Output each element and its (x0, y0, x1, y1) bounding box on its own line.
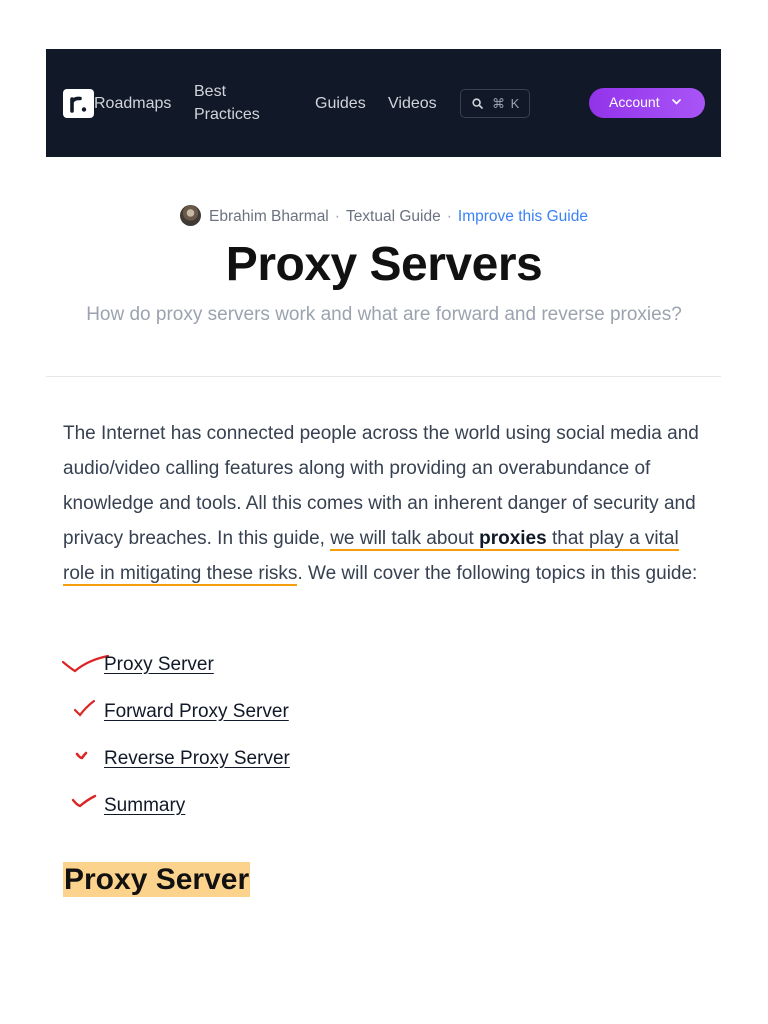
toc-link-summary[interactable]: Summary (104, 795, 186, 816)
intro-paragraph (63, 416, 713, 591)
search-button[interactable] (460, 89, 530, 118)
intro-text: . We will cover the following topics in this guide: (297, 563, 698, 584)
account-label: Account (609, 94, 660, 110)
search-shortcut: ⌘ K (492, 96, 521, 111)
chevron-down-icon (672, 99, 681, 105)
highlighted-text: we will talk about (330, 528, 480, 549)
nav-roadmaps[interactable]: Roadmaps (94, 95, 172, 112)
nav-best-practices[interactable]: Best Practices (194, 83, 260, 123)
improve-guide-link[interactable]: Improve this Guide (457, 208, 588, 225)
nav-guides[interactable]: Guides (315, 95, 366, 112)
search-icon (472, 98, 483, 109)
proxies-bold: proxies (479, 528, 547, 549)
guide-type: Textual Guide (345, 208, 441, 225)
check-mark-icon (72, 697, 98, 719)
page-subtitle: How do proxy servers work and what are forward and reverse proxies? (86, 304, 682, 325)
header-divider (46, 376, 721, 377)
check-mark-icon (74, 744, 90, 764)
highlighted-text: that play a vital role in mitigating these risks (63, 528, 679, 584)
section-heading: Proxy Server (64, 863, 250, 896)
top-navbar (46, 49, 721, 157)
toc-link-forward-proxy[interactable]: Forward Proxy Server (104, 701, 289, 722)
meta-separator: · (446, 208, 452, 225)
toc-link-reverse-proxy[interactable]: Reverse Proxy Server (104, 748, 290, 769)
account-button[interactable] (589, 88, 705, 118)
author-avatar (180, 205, 201, 226)
roadmap-logo[interactable] (63, 89, 94, 118)
nav-videos[interactable]: Videos (388, 95, 437, 112)
author-name: Ebrahim Bharmal (209, 208, 329, 225)
page-title: Proxy Servers (225, 238, 543, 291)
logo-r-icon (63, 89, 94, 118)
toc-link-proxy-server[interactable]: Proxy Server (104, 654, 214, 675)
guide-meta (0, 205, 768, 228)
check-mark-icon (70, 791, 98, 813)
meta-separator: · (334, 208, 340, 225)
check-mark-icon (60, 650, 110, 674)
intro-text: The Internet has connected people across the world using social media and audio/video calling features along with providing an overabundance of knowledge and tools. All this comes with an inherent danger of security and privacy breaches. In this guide, (63, 423, 699, 549)
